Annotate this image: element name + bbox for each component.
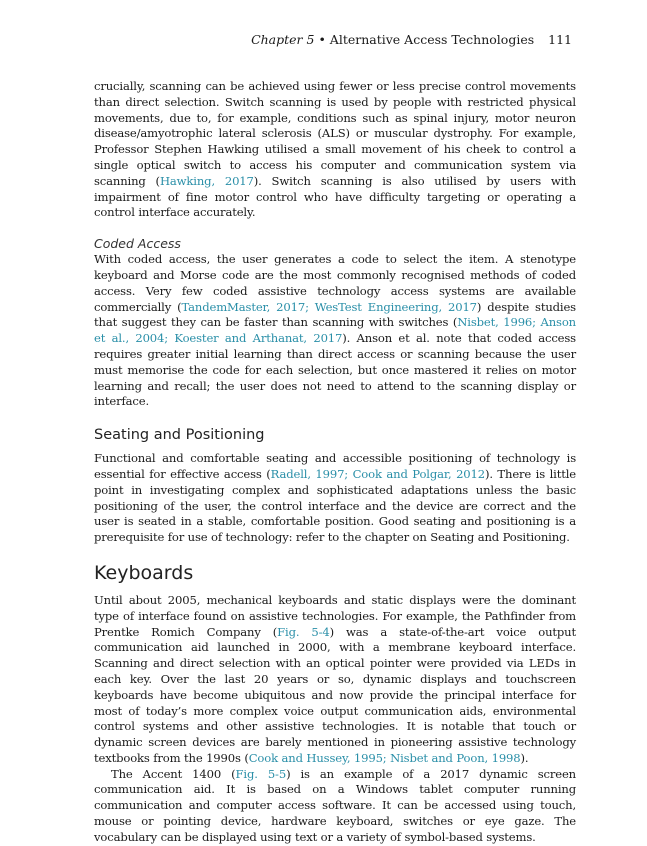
header-bullet: • (314, 32, 330, 47)
citation-link[interactable]: Nisbet, 1996; Anson et al., 2004; Koester and Arthanat, 2017 (94, 315, 576, 346)
page-number: 111 (548, 32, 572, 47)
header-chapter: Chapter 5 (251, 32, 315, 47)
text-run: crucially, scanning can be achieved using fewer or less precise control movements than direct selection. Switch scanning is used by people with restricted physical movements, due to, for example, conditions such as spinal injury, motor neuron disease/amyotrophic lateral sclerosis (ALS) or muscular dystrophy. For example, Professor Stephen Hawking utilised a small movement of his cheek to control a single optical switch to access his computer and communication system via scanning ( (94, 79, 576, 188)
text-run: The Accent 1400 ( (111, 766, 236, 781)
citation-link[interactable]: Cook and Hussey, 1995; Nisbet and Poon, 1998 (248, 750, 521, 765)
citation-link[interactable]: TandemMaster, 2017; WesTest Engineering, 2017 (181, 299, 477, 314)
text-run: ). Anson et al. note that coded access requires greater initial learning than direct access or scanning because the user must memorise the code for each selection, but once mastered it relies on motor learning and recall; the user does not need to attend to the scanning display or interface. (94, 331, 576, 409)
text-run: ). There is little point in investigating complex and sophisticated adaptations unless the basic positioning of the user, the control interface and the device are correct and the user is seated in a stable, comfortable position. Good seating and positioning is a prerequisite for use of technology: refer to the chapter on Seating and Positioning. (94, 466, 576, 545)
text-run: ) was a state-of-the-art voice output communication aid launched in 2000, with a membrane keyboard interface. Scanning and direct selection with an optical pointer were provided via LEDs in each key. Over the last 20 years or so, dynamic displays and touchscreen keyboards have become ubiquitous and now provide the principal interface for most of today’s more complex voice output communication aids, environmental control systems and other assistive technologies. It is notable that touch or dynamic screen devices are barely mentioned in pioneering assistive technology textbooks from the 1990s ( (94, 624, 577, 765)
page-body (94, 79, 576, 846)
header-title: Alternative Access Technologies (329, 32, 535, 47)
text-run: ) despite studies that suggest they can be faster than scanning with switches ( (94, 299, 576, 330)
section-heading-coded-access: Coded Access (94, 236, 181, 252)
paragraph-keyboards (94, 593, 576, 767)
section-heading-seating: Seating and Positioning (94, 427, 265, 444)
citation-link[interactable]: Radell, 1997; Cook and Polgar, 2012 (270, 466, 485, 481)
section-heading-keyboards: Keyboards (94, 561, 194, 584)
paragraph-seating (94, 451, 576, 546)
text-run: ) is an example of a 2017 dynamic screen communication aid. It is based on a Windows tablet computer running communication and computer access software. It can be accessed using touch, mouse or pointing device, hardware keyboard, switches or eye gaze. The vocabulary can be displayed using text or a variety of symbol-based systems. (94, 766, 576, 844)
text-run: With coded access, the user generates a code to select the item. A stenotype keyboard and Morse code are the most commonly recognised methods of coded access. Very few coded assistive technology access systems are available commercially ( (94, 252, 576, 314)
paragraph-accent-1400 (94, 767, 576, 846)
text-run: ). (520, 750, 529, 765)
figure-link[interactable]: Fig. 5-5 (235, 766, 287, 781)
paragraph-scanning (94, 79, 576, 221)
text-run: ). Switch scanning is also utilised by users with impairment of fine motor control who have difficulty targeting or operating a control interface accurately. (94, 173, 577, 220)
citation-link[interactable]: Hawking, 2017 (159, 173, 254, 188)
text-run: Until about 2005, mechanical keyboards and static displays were the dominant type of interface found on assistive technologies. For example, the Pathfinder from Prentke Romich Company ( (94, 592, 576, 639)
text-run: Functional and comfortable seating and accessible positioning of technology is essential for effective access ( (94, 451, 576, 481)
paragraph-coded-access (94, 252, 576, 410)
figure-link[interactable]: Fig. 5-4 (277, 624, 330, 639)
running-header (251, 32, 572, 47)
